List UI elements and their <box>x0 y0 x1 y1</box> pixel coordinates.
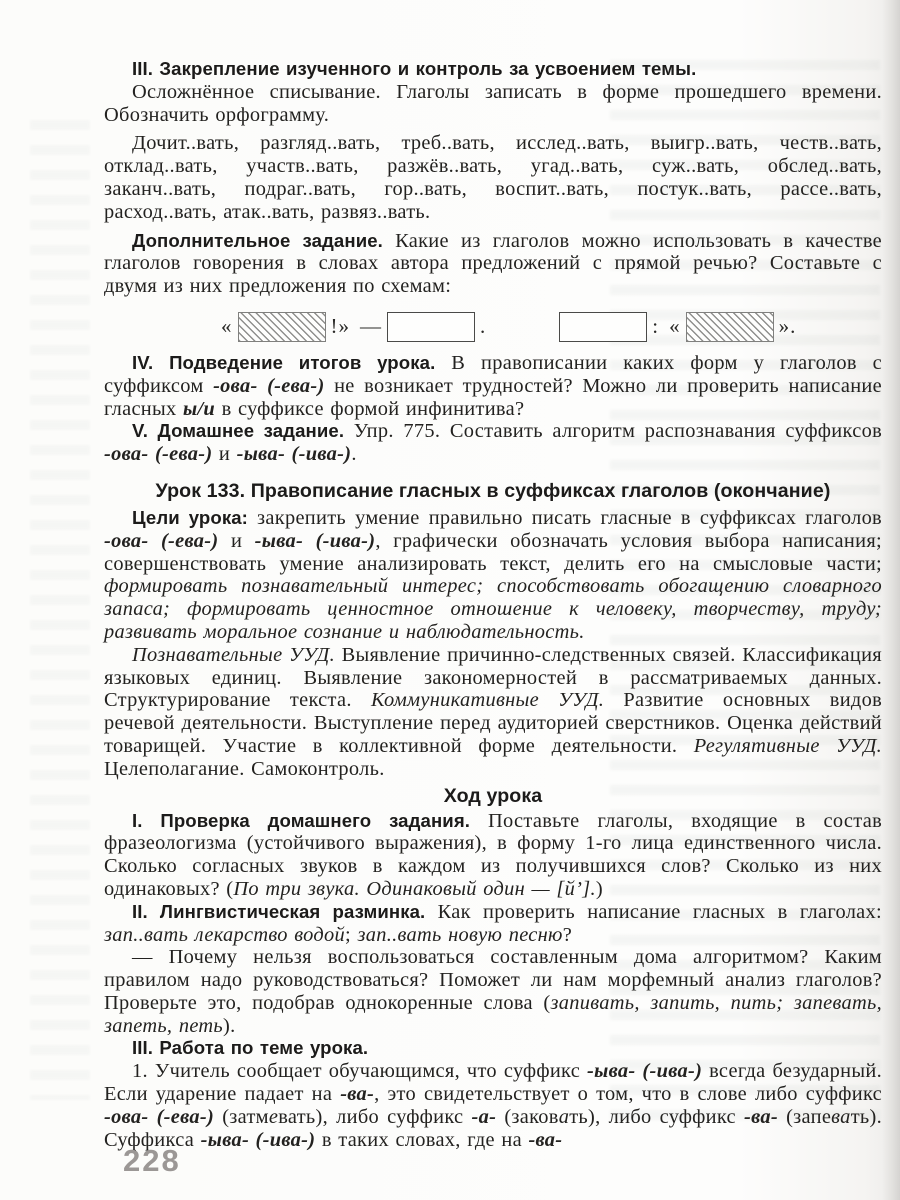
text-run: зап..вать новую песню <box>357 923 563 946</box>
text-run: ва <box>831 1105 851 1128</box>
text-run: зап..вать лекарство водой <box>104 923 345 946</box>
scheme-box-hatched <box>238 312 326 342</box>
scheme-punctuation: !» <box>330 314 350 339</box>
topic-work-heading-paragraph <box>104 1037 882 1060</box>
text-run: III. Работа по теме урока. <box>132 1037 369 1059</box>
text-run: в суффиксе формой инфинитива? <box>215 397 525 420</box>
text-run: Как проверить написание гласных в глаголах: <box>425 900 882 923</box>
text-run: III. Закрепление изученного и контроль за усвоением темы. <box>132 58 697 79</box>
text-run: Упр. 775. Составить алгоритм распознавания суффиксов <box>344 420 882 443</box>
text-run: и <box>218 529 255 552</box>
dialogue-paragraph <box>104 946 882 1037</box>
lesson-goals-paragraph <box>104 507 882 644</box>
text-run: не возникает трудностей? Можно ли проверить написание гласных <box>104 374 882 420</box>
page-content <box>104 58 882 1151</box>
text-run: -ыва- (-ива-) <box>587 1060 703 1083</box>
text-run: V. Домашнее задание. <box>132 420 345 442</box>
text-run: I. Проверка домашнего задания. <box>132 809 471 831</box>
teacher-explanation-paragraph <box>104 1060 882 1151</box>
text-run: Целеполагание. Самоконтроль. <box>104 757 385 780</box>
text-run: вать), либо суффикс <box>278 1105 472 1128</box>
text-run: IV. Подведение итогов урока. <box>132 351 436 373</box>
scheme-punctuation: . <box>480 314 487 339</box>
text-run: — Почему нельзя воспользоваться составленным дома алгоритмом? Каким правилом надо руководствоваться? Поможет ли нам морфемный анализ глаголов? Проверьте это, подобрав однокоренные слова ( <box>104 946 882 1014</box>
section-4-paragraph <box>104 352 882 420</box>
scheme-box-empty <box>559 312 647 342</box>
sentence-scheme-row <box>216 312 882 342</box>
homework-check-paragraph <box>104 810 882 901</box>
text-run: всегда безударный. Если ударение падает на <box>104 1060 882 1106</box>
text-run: -ва- <box>528 1128 563 1151</box>
text-run: -ыва- (-ива-) <box>236 443 352 466</box>
text-run: -ова- (-ева-) <box>213 374 325 397</box>
text-run: формировать познавательный интерес; способствовать обогащению словарного запаса; формировать ценностное отношение к человеку, творчеству, труду; развивать моральное сознание и наблюдательность. <box>104 575 882 643</box>
scheme-box-empty <box>387 312 475 342</box>
text-run: Дочит..вать, разгляд..вать, треб..вать, исслед..вать, выигр..вать, честв..вать, отклад..вать, участв..вать, разжёв..вать, угад..вать, суж..вать, обслед..вать, заканч..вать, подраг..вать, гор..вать, воспит..вать, постук..вать, рассе..вать, расход..вать, атак..вать, развяз..вать. <box>104 132 882 223</box>
text-run: Ход урока <box>443 784 543 807</box>
text-run: (заков <box>496 1105 559 1128</box>
text-run: , графически обозначать условия выбора написания; совершенствовать умение анализировать текст, делить его на смысловые части; <box>104 529 882 575</box>
lesson-133-heading <box>104 480 882 503</box>
verb-list-paragraph <box>104 132 882 223</box>
text-run: -ова- (-ева-) <box>104 443 213 466</box>
text-run: Развитие основных видов речевой деятельности. Выступление перед аудиторией сверстников. Оценка действий товарищей. Участие в коллективной форме деятельности. <box>104 689 883 757</box>
text-run: II. Лингвистическая разминка. <box>132 900 426 922</box>
text-run: -ва- <box>744 1105 778 1128</box>
text-run: Цели урока: <box>132 506 248 528</box>
text-run: в таких словах, где на <box>315 1128 529 1151</box>
extra-task-paragraph <box>104 230 882 298</box>
page-number: 228 <box>123 1143 181 1178</box>
linguistic-warmup-paragraph <box>104 901 882 947</box>
text-run: Дополнительное задание. <box>132 229 383 251</box>
text-run: -ова- (-ева-) <box>104 529 219 552</box>
lesson-course-heading <box>104 785 882 808</box>
text-run: ть), либо суффикс <box>569 1105 744 1128</box>
section-5-paragraph <box>104 420 882 466</box>
task-paragraph <box>104 81 882 127</box>
text-run: и <box>212 443 237 466</box>
text-run: . <box>351 443 357 466</box>
text-run: -ова- (-ева-) <box>104 1105 215 1128</box>
bleed-through-ghost-text <box>30 120 90 1100</box>
text-run: Поставьте глаголы, входящие в состав фразеологизма (устойчивого выражения), в форму 1-го лица единственного числа. Сколько согласных звуков в каждом из получившихся слов? Сколько из них одинаковых? ( <box>104 809 882 900</box>
text-run: (запе <box>777 1105 832 1128</box>
text-run: -ыва- (-ива-) <box>254 529 376 552</box>
text-run: е <box>268 1105 279 1128</box>
text-run: закрепить умение правильно писать гласные в суффиксах глаголов <box>247 506 882 529</box>
text-run: ). <box>223 1014 236 1037</box>
text-run: Урок 133. Правописание гласных в суффиксах глаголов (окончание) <box>155 479 831 502</box>
text-run: По три звука. Одинаковый один — [й’]. <box>233 877 596 900</box>
uud-paragraph <box>104 644 882 781</box>
scheme-punctuation: « <box>221 314 233 339</box>
text-run: Познавательные УУД. <box>132 643 335 666</box>
text-run: Выявление причинно-следственных связей. Классификация языковых единиц. Выявление закономерностей в рассматриваемых данных. Структурирование текста. <box>104 643 882 712</box>
scheme-punctuation: « <box>669 314 681 339</box>
text-run: ; <box>345 923 358 946</box>
text-run: , это свидетельствует о том, что в слове либо суффикс <box>374 1083 882 1106</box>
text-run: ть). Суффикса <box>104 1105 882 1151</box>
text-run: -ва- <box>340 1083 375 1106</box>
text-run: запивать, запить, пить; запевать, запеть, петь <box>104 991 882 1037</box>
page-edge-shadow <box>882 0 900 1200</box>
text-run: -а- <box>471 1105 497 1128</box>
scheme-punctuation: ». <box>778 314 797 339</box>
text-run: В правописании каких форм у глаголов с суффиксом <box>104 351 883 397</box>
text-run: Осложнённое списывание. Глаголы записать в форме прошедшего времени. Обозначить орфограмму. <box>104 80 882 126</box>
scheme-punctuation: : <box>652 314 660 339</box>
text-run: -ыва- (-ива-) <box>200 1128 316 1151</box>
scheme-box-hatched <box>686 312 774 342</box>
text-run: Какие из глаголов можно использовать в качестве глаголов говорения в словах автора предложений с прямой речью? Составьте с двумя из них предложения по схемам: <box>104 229 882 298</box>
scheme-punctuation: — <box>360 314 382 339</box>
text-run: (затм <box>214 1105 269 1128</box>
text-run: Коммуникативные УУД. <box>370 689 605 712</box>
text-run: ? <box>562 923 573 946</box>
text-run: 1. Учитель сообщает обучающимся, что суффикс <box>132 1060 588 1083</box>
section-3-heading-paragraph <box>104 58 882 81</box>
text-run: а <box>558 1105 570 1128</box>
text-run: ) <box>595 877 603 900</box>
text-run: ы/и <box>183 397 216 420</box>
text-run: Регулятивные УУД. <box>693 734 882 757</box>
